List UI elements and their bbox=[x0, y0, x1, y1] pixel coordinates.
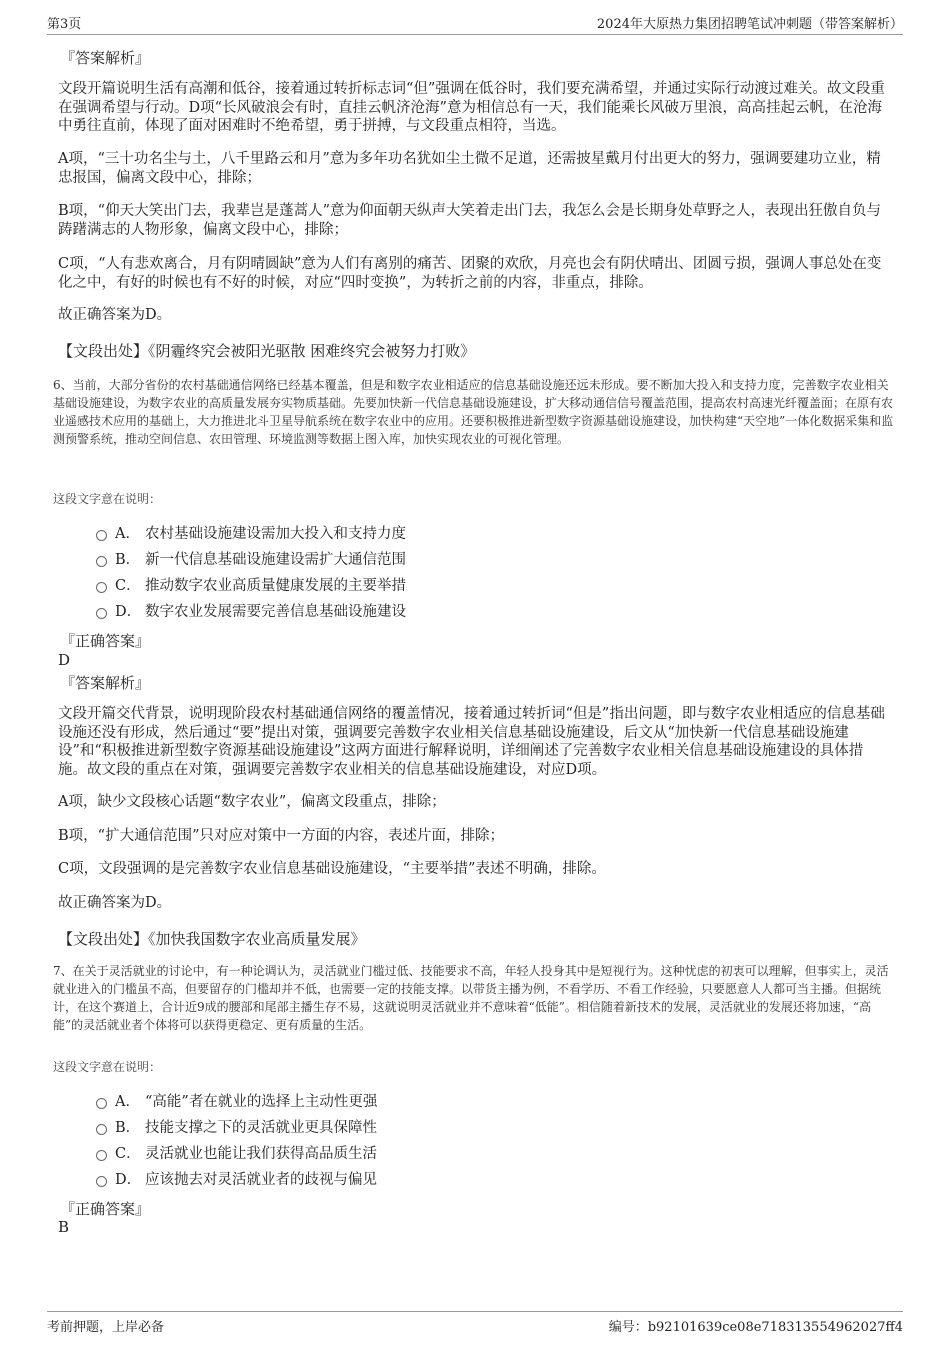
q6-conclusion: 故正确答案为D。 bbox=[58, 895, 172, 911]
q7-answer: B bbox=[58, 1218, 70, 1236]
q6-analysis-paragraph: 文段开篇交代背景，说明现阶段农村基础通信网络的覆盖情况，接着通过转折词“但是”指出问题，即与数字农业相适应的信息基础设施还没有形成，然后通过“要”提出对策，强调要完善数字农业相关信息基础设施建设，后文从“加快新一代信息基础设施建设”和“积极推进新型数字资源基础设施建设”这两方面进行解释说明，详细阐述了完善数字农业相关信息基础设施建设的具体措施。故文段的重点在对策，强调要完善数字农业相关的信息基础设施建设，对应D项。 bbox=[58, 706, 885, 778]
q6-option-c[interactable]: C． 推动数字农业高质量健康发展的主要举措 bbox=[96, 576, 406, 596]
q6-source: 【文段出处】《加快我国数字农业高质量发展》 bbox=[58, 930, 366, 948]
q5-analysis-paragraph: 文段开篇说明生活有高潮和低谷，接着通过转折标志词“但”强调在低谷时，我们要充满希望，并通过实际行动渡过难关。故文段重在强调希望与行动。D项“长风破浪会有时，直挂云帆济沧海”意为相信总有一天，我们能乘长风破万里浪，高高挂起云帆，在沧海中勇往直前，体现了面对困难时不绝希望，勇于拼搏，与文段重点相符，当选。 bbox=[58, 81, 885, 134]
radio-icon[interactable] bbox=[96, 530, 107, 541]
q7-answer-label: 『正确答案』 bbox=[60, 1200, 151, 1218]
q6-answer-label: 『正确答案』 bbox=[60, 632, 151, 650]
q5-analysis-paragraph: A项，“三十功名尘与土，八千里路云和月”意为多年功名犹如尘土微不足道，还需披星戴月付出更大的努力，强调要建功立业，精忠报国，偏离文段中心，排除； bbox=[58, 151, 881, 186]
q6-analysis-paragraph: C项，文段强调的是完善数字农业信息基础设施建设，“主要举措”表述不明确，排除。 bbox=[58, 861, 606, 877]
q7-option-d[interactable]: D． 应该抛去对灵活就业者的歧视与偏见 bbox=[96, 1170, 377, 1190]
radio-icon[interactable] bbox=[96, 608, 107, 619]
radio-icon[interactable] bbox=[96, 1098, 107, 1109]
document-title: 2024年大原热力集团招聘笔试冲刺题（带答案解析） bbox=[596, 17, 903, 32]
q6-analysis-label: 『答案解析』 bbox=[60, 674, 151, 692]
page-number: 第3页 bbox=[47, 17, 82, 32]
q6-answer: D bbox=[58, 651, 71, 669]
document-code: 编号：b92101639ce08e718313554962027ff4 bbox=[608, 1320, 903, 1335]
q7-option-a[interactable]: A． “高能”者在就业的选择上主动性更强 bbox=[96, 1092, 377, 1112]
radio-icon[interactable] bbox=[96, 1124, 107, 1135]
q6-option-d[interactable]: D． 数字农业发展需要完善信息基础设施建设 bbox=[96, 602, 406, 622]
q7-stem: 这段文字意在说明： bbox=[53, 1060, 162, 1074]
q6-option-a[interactable]: A． 农村基础设施建设需加大投入和支持力度 bbox=[96, 524, 406, 544]
footer-slogan: 考前押题，上岸必备 bbox=[47, 1320, 165, 1335]
q5-source: 【文段出处】《阴霾终究会被阳光驱散 困难终究会被努力打败》 bbox=[58, 342, 476, 360]
q5-analysis-paragraph: B项，“仰天大笑出门去，我辈岂是蓬蒿人”意为仰面朝天纵声大笑着走出门去，我怎么会是长期身处草野之人，表现出狂傲自负与踌躇满志的人物形象，偏离文段中心，排除； bbox=[58, 203, 881, 238]
q7-passage: 7、在关于灵活就业的讨论中，有一种论调认为，灵活就业门槛过低、技能要求不高，年轻人投身其中是短视行为。这种忧虑的初衷可以理解，但事实上，灵活就业进入的门槛虽不高，但要留存的门槛却并不低，也需要一定的技能支撑。以带货主播为例，不看学历、不看工作经验，只要愿意人人都可当主播。但据统计，在这个赛道上，合计近9成的腰部和尾部主播生存不易，这就说明灵活就业并不意味着“低能”。相信随着新技术的发展，灵活就业的发展还将加速，“高能”的灵活就业者个体将可以获得更稳定、更有质量的生活。 bbox=[53, 964, 889, 1032]
page-footer bbox=[47, 1311, 903, 1335]
q5-analysis-label: 『答案解析』 bbox=[60, 49, 151, 67]
q6-analysis-paragraph: A项，缺少文段核心话题“数字农业”，偏离文段重点，排除； bbox=[58, 794, 446, 810]
q5-conclusion: 故正确答案为D。 bbox=[58, 307, 172, 323]
radio-icon[interactable] bbox=[96, 1176, 107, 1187]
q6-passage: 6、当前，大部分省份的农村基础通信网络已经基本覆盖，但是和数字农业相适应的信息基础设施还远未形成。要不断加大投入和支持力度，完善数字农业相关基础设施建设，为数字农业的高质量发展夯实物质基础。先要加快新一代信息基础设施建设，扩大移动通信信号覆盖范围，提高农村高速光纤覆盖面；在原有农业遥感技术应用的基础上，大力推进北斗卫星导航系统在数字农业中的应用。还要积极推进新型数字资源基础设施建设，加快构建“天空地”一体化数据采集和监测预警系统，推动空间信息、农田管理、环境监测等数据上图入库，加快实现农业的可视化管理。 bbox=[53, 378, 894, 446]
radio-icon[interactable] bbox=[96, 556, 107, 567]
page-header bbox=[47, 10, 903, 35]
q6-option-b[interactable]: B． 新一代信息基础设施建设需扩大通信范围 bbox=[96, 550, 406, 570]
q7-option-c[interactable]: C． 灵活就业也能让我们获得高品质生活 bbox=[96, 1144, 377, 1164]
q6-stem: 这段文字意在说明： bbox=[53, 492, 162, 506]
radio-icon[interactable] bbox=[96, 582, 107, 593]
radio-icon[interactable] bbox=[96, 1150, 107, 1161]
q7-option-b[interactable]: B． 技能支撑之下的灵活就业更具保障性 bbox=[96, 1118, 377, 1138]
q5-analysis-paragraph: C项，“人有悲欢离合，月有阴晴圆缺”意为人们有离别的痛苦、团聚的欢欣，月亮也会有阴伏晴出、团圆亏损，强调人事总处在变化之中，有好的时候也有不好的时候，对应“四时变换”，为转折之前的内容，非重点，排除。 bbox=[58, 256, 882, 291]
q6-analysis-paragraph: B项，“扩大通信范围”只对应对策中一方面的内容，表述片面，排除； bbox=[58, 828, 504, 844]
